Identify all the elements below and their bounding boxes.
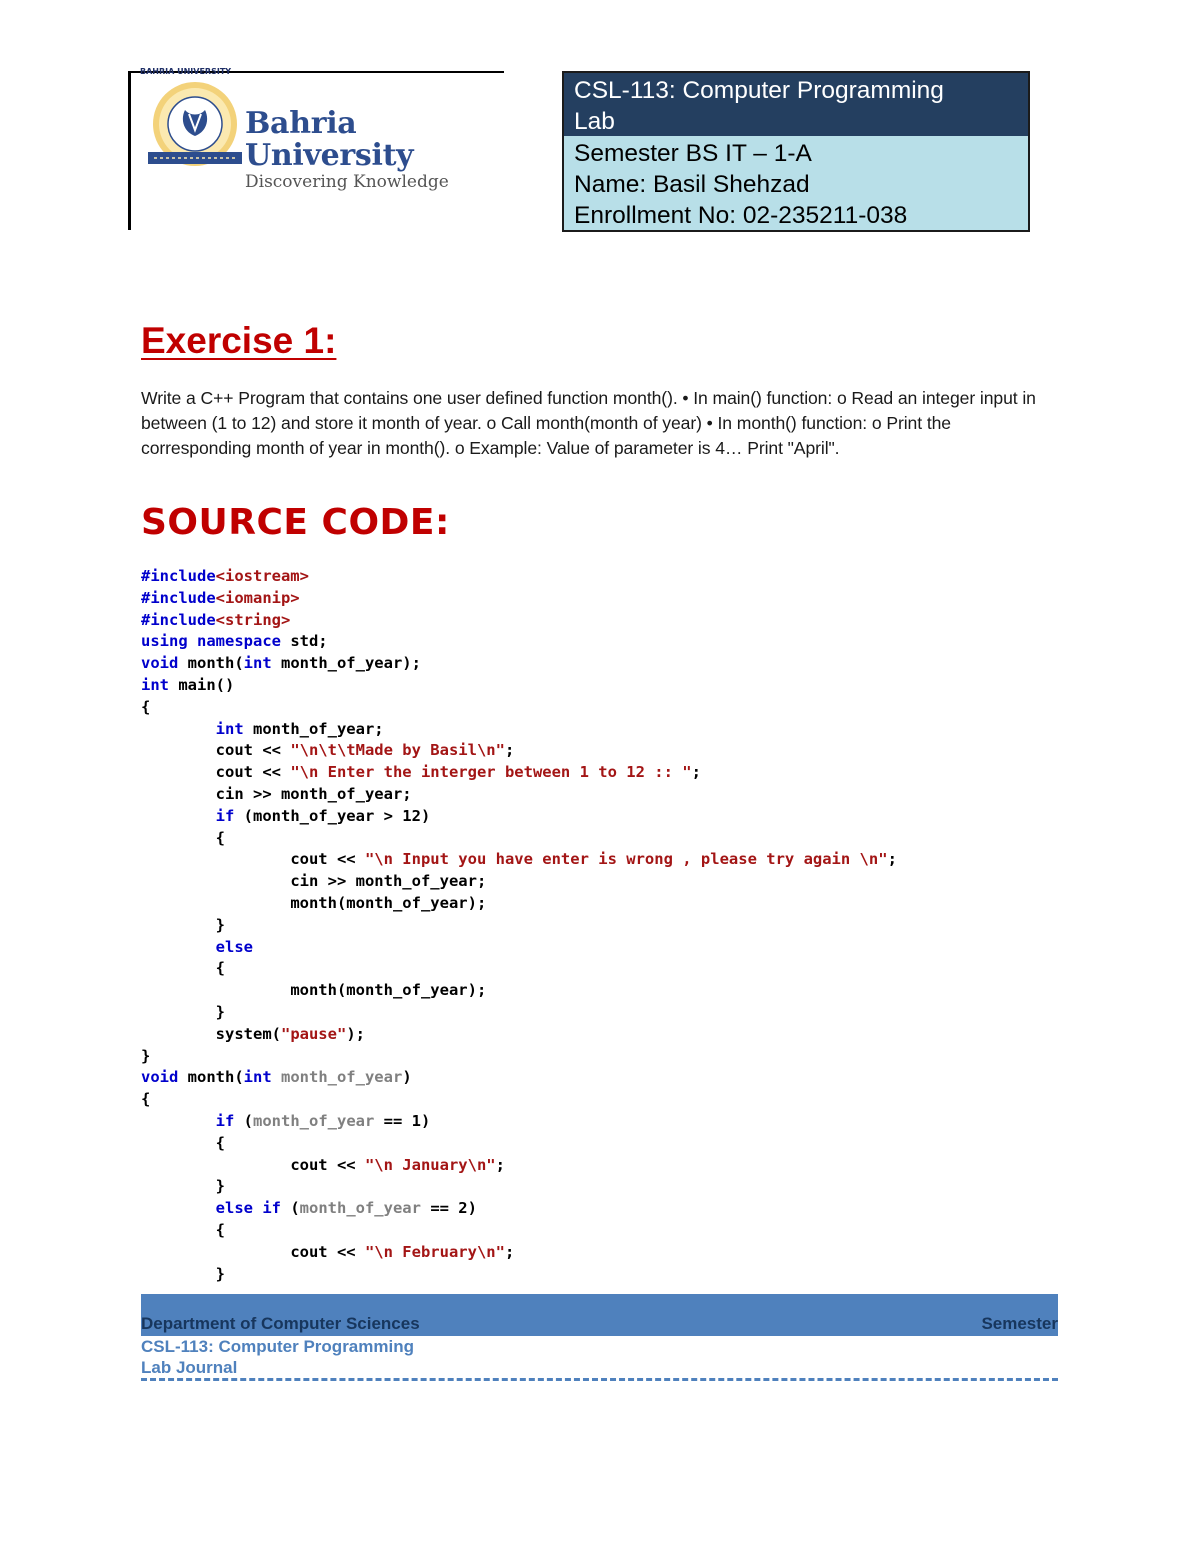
university-tagline: Discovering Knowledge — [245, 172, 449, 192]
code-token: ) — [402, 1068, 412, 1087]
code-token: void — [141, 1068, 179, 1087]
code-line: { — [141, 1220, 225, 1239]
code-token: ; — [495, 1155, 505, 1174]
code-token: system( — [141, 1024, 281, 1043]
code-token: month_of_year — [299, 1199, 421, 1218]
footer-divider — [141, 1378, 1058, 1384]
code-token: cout << — [141, 741, 291, 760]
exercise-title: Exercise 1: — [141, 320, 337, 361]
code-token: ; — [504, 741, 515, 760]
code-token — [141, 1112, 216, 1130]
code-token: ; — [691, 763, 701, 782]
source-code-title: SOURCE CODE: — [141, 502, 450, 543]
code-token: "\n January\n" — [364, 1155, 496, 1174]
code-token: cout << — [141, 1155, 365, 1174]
code-token: if — [215, 806, 235, 825]
code-line: } — [141, 1177, 225, 1196]
code-token: void — [141, 654, 179, 673]
code-line — [141, 1024, 897, 1046]
code-token: <string> — [215, 610, 291, 629]
header-frame-left — [128, 72, 131, 230]
code-line: cin >> month_of_year; — [141, 784, 412, 803]
enrollment-number: Enrollment No: 02-235211-038 — [574, 202, 908, 229]
code-token: int — [243, 654, 272, 673]
code-line — [141, 806, 897, 828]
code-token: cout << — [141, 763, 291, 782]
code-line: } — [141, 1002, 225, 1021]
code-token: month_of_year; — [243, 719, 384, 738]
code-line — [141, 719, 897, 741]
code-token: "\n Enter the interger between 1 to 12 :: " — [290, 763, 692, 782]
code-token: ( — [234, 1111, 253, 1130]
code-token — [141, 938, 216, 956]
code-token: int — [243, 1068, 272, 1087]
code-line: { — [141, 697, 151, 716]
footer-department: Department of Computer Sciences — [141, 1314, 420, 1333]
footer-semester: Semester — [981, 1314, 1058, 1333]
code-token: month_of_year — [253, 1111, 375, 1130]
code-token: using namespace — [141, 632, 281, 651]
code-token: else — [215, 937, 253, 956]
code-line — [141, 566, 897, 588]
code-token: ); — [346, 1024, 365, 1043]
code-token: "pause" — [280, 1024, 347, 1043]
code-token: (month_of_year > 12) — [234, 806, 431, 825]
code-token: "\n February\n" — [364, 1242, 505, 1261]
code-token: int — [215, 719, 244, 738]
code-line — [141, 937, 897, 959]
code-token: "\n Input you have enter is wrong , please try again \n" — [364, 850, 888, 869]
code-line: { — [141, 1133, 225, 1152]
footer-course-line1: CSL-113: Computer Programming — [141, 1337, 414, 1356]
footer-course — [141, 1336, 414, 1378]
code-line: month(month_of_year); — [141, 981, 487, 1000]
code-line — [141, 653, 897, 675]
code-token: #include — [141, 610, 216, 629]
code-line: cin >> month_of_year; — [141, 872, 487, 891]
code-token: ; — [887, 850, 897, 869]
code-token: else if — [215, 1199, 281, 1218]
code-token: cout << — [141, 1242, 365, 1261]
code-token: std; — [280, 632, 328, 651]
code-line: { — [141, 828, 225, 847]
course-header-title — [564, 73, 1028, 136]
code-line — [141, 588, 897, 610]
code-token: <iostream> — [215, 567, 309, 585]
code-line — [141, 1111, 897, 1133]
code-token: ; — [504, 1242, 515, 1261]
code-line — [141, 675, 897, 697]
exercise-description: Write a C++ Program that contains one user defined function month(). • In main() function: o Read an integer input in between (1 to 12) and store it month of year. o Call month(month of year) • In month() function: o Print the corresponding month of year in month(). o Example: Value of parameter is 4… Print "April". — [141, 388, 1036, 458]
source-code-block — [141, 566, 897, 1285]
code-token: if — [215, 1111, 235, 1130]
code-token — [141, 1199, 216, 1217]
footer-course-line2: Lab Journal — [141, 1358, 238, 1377]
code-token: month( — [178, 1068, 244, 1087]
code-token: month( — [178, 654, 244, 673]
code-token: #include — [141, 567, 216, 585]
course-title-line2: Lab — [574, 108, 615, 135]
student-name: Name: Basil Shehzad — [574, 171, 810, 198]
course-header-box — [562, 71, 1030, 232]
code-line — [141, 740, 897, 762]
code-token — [141, 807, 216, 825]
code-line — [141, 631, 897, 653]
code-token: int — [141, 675, 169, 694]
code-line — [141, 1155, 897, 1177]
code-token: month_of_year); — [271, 654, 421, 673]
code-token: ( — [280, 1199, 300, 1218]
code-line — [141, 610, 897, 632]
university-seal-icon — [140, 67, 250, 170]
university-name: Bahria University — [245, 106, 414, 173]
code-line: { — [141, 1090, 151, 1109]
code-token: == 1) — [374, 1111, 431, 1130]
code-token: main() — [169, 675, 235, 694]
code-token: <iomanip> — [215, 588, 300, 607]
seal-text: BAHRIA UNIVERSITY — [140, 67, 232, 76]
code-line — [141, 1067, 897, 1089]
code-line: { — [141, 959, 225, 978]
semester-label: Semester BS IT – 1-A — [574, 140, 812, 167]
code-line — [141, 1198, 897, 1220]
code-token: cout << — [141, 850, 365, 869]
code-token: == 2) — [420, 1199, 477, 1218]
university-logo — [140, 67, 505, 192]
student-info — [564, 136, 1028, 230]
code-token: month_of_year — [271, 1068, 403, 1087]
course-title-line1: CSL-113: Computer Programming — [574, 77, 944, 104]
code-token — [141, 720, 216, 738]
code-line — [141, 762, 897, 784]
code-line: } — [141, 915, 225, 934]
code-line: } — [141, 1046, 151, 1065]
code-token: #include — [141, 588, 216, 607]
code-line: } — [141, 1264, 225, 1283]
code-line — [141, 1242, 897, 1264]
code-line: month(month_of_year); — [141, 893, 487, 912]
code-token: "\n\t\tMade by Basil\n" — [290, 741, 505, 760]
code-line — [141, 849, 897, 871]
